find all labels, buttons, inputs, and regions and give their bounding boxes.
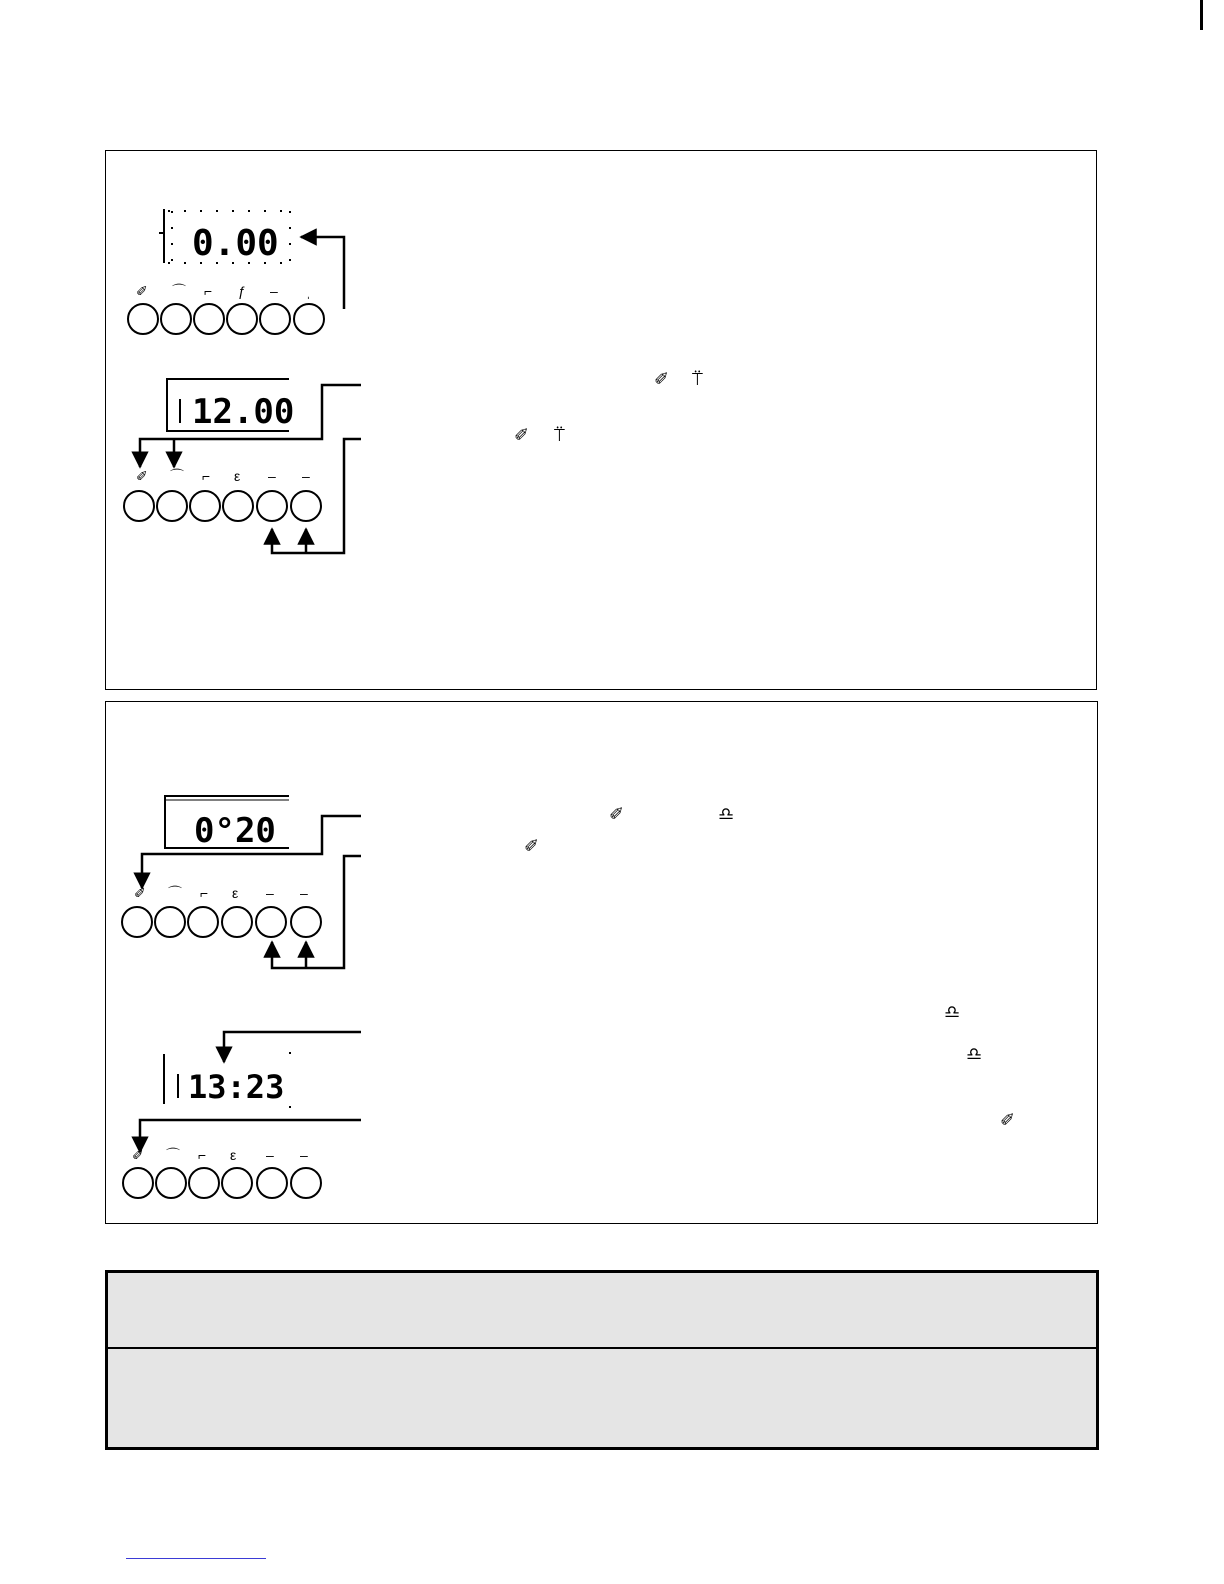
footer-link-underline[interactable] — [126, 1558, 266, 1559]
manual-button[interactable] — [223, 491, 253, 521]
timer-button[interactable] — [123, 1168, 153, 1198]
manual-icon: ƒ — [238, 283, 246, 299]
plus-button[interactable] — [291, 1168, 321, 1198]
manual-icon: ε — [230, 1147, 237, 1163]
button-row-3 — [122, 885, 321, 937]
lcd-digits-reset: 0.00 — [192, 223, 279, 264]
end-time-button[interactable] — [188, 907, 218, 937]
plus-button[interactable] — [291, 907, 321, 937]
plus-icon: – — [302, 468, 310, 484]
lcd-display-timer — [165, 796, 289, 851]
lcd-display-clock-2 — [164, 1052, 290, 1108]
page-edge-rule — [1200, 0, 1203, 30]
panel-minute-minder — [105, 701, 1098, 1224]
cook-time-button[interactable] — [155, 907, 185, 937]
bell-icon: ♎ — [966, 1044, 983, 1065]
button-row-4 — [123, 1147, 321, 1198]
minus-icon: – — [266, 1147, 274, 1163]
end-time-icon: ⌐ — [200, 885, 209, 901]
end-time-icon: ⌐ — [198, 1147, 207, 1163]
end-time-icon: ⌐ — [202, 468, 211, 484]
lcd-digits-timer: 0°20 — [194, 811, 276, 851]
pot-icon: ⍡ — [692, 369, 703, 390]
cook-time-button[interactable] — [156, 1168, 186, 1198]
lcd-display-reset — [159, 209, 292, 264]
minus-button[interactable] — [260, 304, 290, 334]
plus-icon: ˌ — [306, 283, 311, 299]
timer-icon: ✐ — [132, 1147, 144, 1163]
note-divider — [108, 1347, 1096, 1349]
lcd-digits-clock-2: 13:23 — [188, 1068, 285, 1106]
note-box — [105, 1270, 1099, 1450]
plus-button[interactable] — [291, 491, 321, 521]
bell-icon: ♎ — [944, 1002, 961, 1023]
panel-1-diagram — [106, 151, 1096, 689]
plus-icon: – — [300, 1147, 308, 1163]
bell-icon: ♎ — [718, 804, 735, 825]
manual-icon: ε — [232, 885, 239, 901]
button-row-2 — [124, 468, 321, 521]
end-time-button[interactable] — [194, 304, 224, 334]
button-row-1 — [128, 283, 324, 334]
cook-time-icon: ⌒ — [166, 1147, 180, 1163]
timer-button[interactable] — [122, 907, 152, 937]
timer-icon: ✐ — [654, 369, 670, 390]
timer-icon: ✐ — [514, 425, 530, 446]
end-time-button[interactable] — [190, 491, 220, 521]
minus-icon: – — [268, 468, 276, 484]
plus-icon: – — [300, 885, 308, 901]
cook-time-button[interactable] — [157, 491, 187, 521]
manual-icon: ε — [234, 468, 241, 484]
panel-2-diagram — [106, 702, 1097, 1223]
minus-icon: – — [266, 885, 274, 901]
timer-button[interactable] — [124, 491, 154, 521]
pot-icon: ⍡ — [554, 425, 565, 446]
manual-button[interactable] — [222, 907, 252, 937]
minus-button[interactable] — [257, 1168, 287, 1198]
end-time-icon: ⌐ — [204, 283, 213, 299]
plus-button[interactable] — [294, 304, 324, 334]
lcd-digits-clock: 12.00 — [192, 392, 295, 432]
manual-button[interactable] — [222, 1168, 252, 1198]
timer-icon: ✐ — [609, 804, 625, 825]
panel-set-clock — [105, 150, 1097, 690]
cook-time-button[interactable] — [161, 304, 191, 334]
minus-button[interactable] — [256, 907, 286, 937]
cook-time-icon: ⌒ — [168, 885, 182, 901]
lcd-display-clock — [167, 379, 294, 432]
end-time-button[interactable] — [189, 1168, 219, 1198]
timer-icon: ✐ — [524, 836, 540, 857]
timer-icon: ✐ — [134, 885, 146, 901]
timer-button[interactable] — [128, 304, 158, 334]
timer-icon: ✐ — [136, 468, 148, 484]
minus-button[interactable] — [257, 491, 287, 521]
timer-icon: ✐ — [136, 283, 148, 299]
timer-icon: ✐ — [1000, 1110, 1016, 1131]
cook-time-icon: ⌒ — [172, 283, 186, 299]
manual-button[interactable] — [227, 304, 257, 334]
minus-icon: – — [270, 283, 278, 299]
cook-time-icon: ⌒ — [170, 468, 184, 484]
